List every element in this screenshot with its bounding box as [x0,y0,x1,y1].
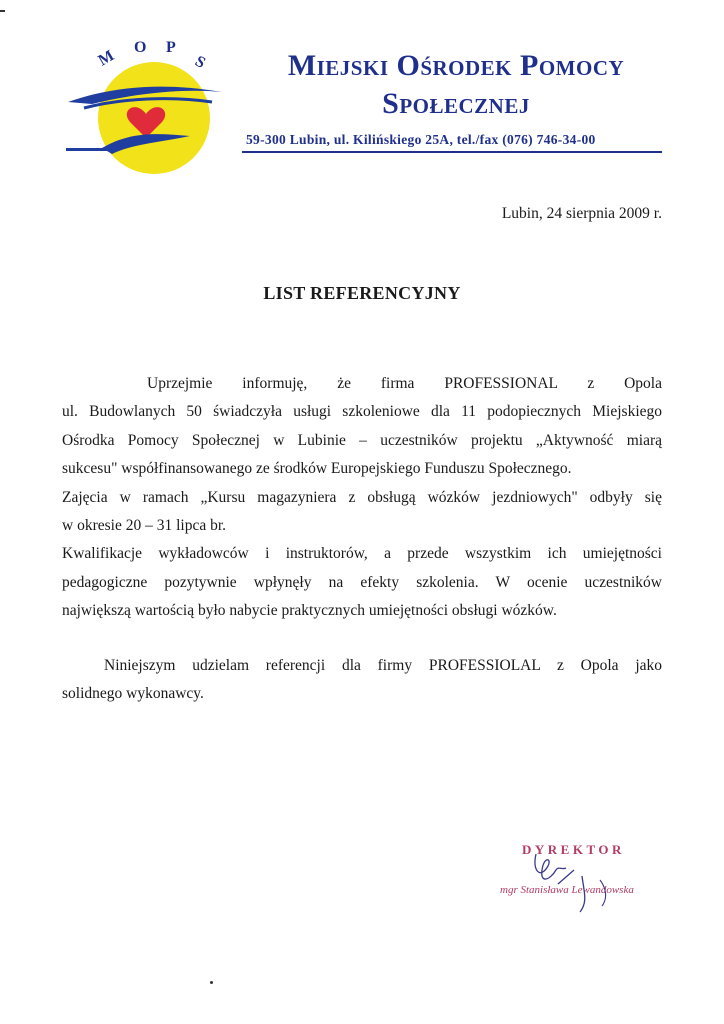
org-name-line1: Miejski Ośrodek Pomocy [287,49,625,82]
handwritten-signature [470,840,670,920]
body-line: największą wartością było nabycie praktycznych umiejętności obsługi wózków. [62,602,557,620]
body-line: solidnego wykonawcy. [62,685,204,703]
header-divider [242,151,662,153]
body-line: pedagogiczne pozytywnie wpłynęły na efekty szkolenia. W ocenie uczestników [62,573,662,591]
org-name-line2: Społecznej [382,87,530,120]
letter-date: Lubin, 24 sierpnia 2009 r. [501,205,662,222]
body-line: Kwalifikacje wykładowców i instruktorów, a przede wszystkim ich umiejętności [62,545,662,563]
body-line: Niniejszym udzielam referencji dla firmy PROFESSIOLAL z Opola jako [104,656,662,674]
organization-name [236,50,676,120]
svg-text:S: S [192,52,209,72]
body-line: Ośrodka Pomocy Społecznej w Lubinie – uczestników projektu „Aktywność miarą [62,431,662,449]
body-line: sukcesu" współfinansowanego ze środków Europejskiego Funduszu Społecznego. [62,460,572,478]
body-line: w okresie 20 – 31 lipca br. [62,517,227,535]
body-line: ul. Budowlanych 50 świadczyła usługi szkoleniowe dla 11 podopiecznych Miejskiego [62,403,662,421]
body-line: Zajęcia w ramach „Kursu magazyniera z obsługą wózków jezdniowych" odbyły się [62,488,662,506]
scan-speck [210,981,213,984]
signature-title: DYREKTOR [522,842,625,857]
body-line: Uprzejmie informuję, że firma PROFESSIONAL z Opola [147,375,662,392]
signature-name: mgr Stanisława Lewandowska [500,884,634,896]
mops-logo [62,38,232,180]
svg-text:M: M [95,47,118,70]
organization-address: 59-300 Lubin, ul. Kilińskiego 25A, tel./fax (076) 746-34-00 [246,132,596,147]
letter-title: LIST REFERENCYJNY [263,283,461,303]
svg-text:O: O [134,39,147,56]
scan-speck [0,10,5,12]
signature-stamp [470,840,670,920]
letter-body [62,370,662,708]
svg-text:P: P [166,39,176,56]
